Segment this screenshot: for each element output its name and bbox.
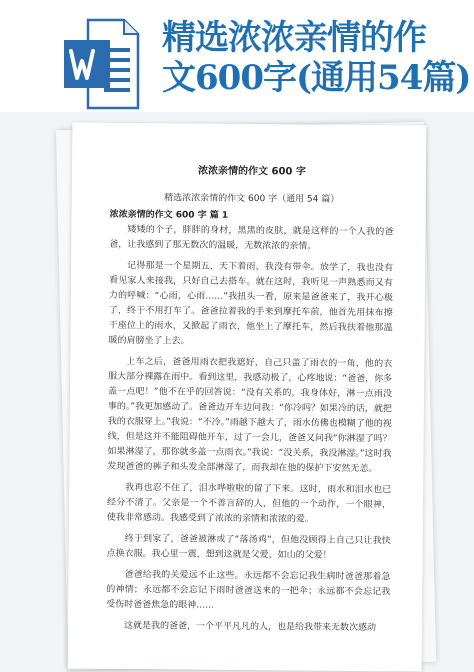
paragraph: 终于到家了，爸爸被淋成了“落汤鸡”，但他没顾得上自己只让我快点换衣服。我心里一震，想到这就是父爱，如山的父爱！ — [106, 533, 391, 561]
paragraph: 矮矮的个子，胖胖的身材，黑黑的皮肤，就是这样的一个人我的爸爸，让我感到了那无数次的温暖，无数浓浓的亲情。 — [109, 224, 394, 252]
paragraph: 这就是我的爸爸，一个平平凡凡的人，也是给我带来无数次感动 — [123, 620, 377, 634]
header-banner — [0, 0, 474, 112]
word-document-icon — [62, 18, 140, 110]
document-body — [106, 163, 394, 642]
paragraph: 上车之后，爸爸用雨衣把我遮好，自己只盖了雨衣的一角，他的衣服大部分裸露在雨中。看到这里，我感动极了，心疼地说：“爸爸，你多盖一点吧！”他不在乎的回答说：“没有关系的，我身体好，淋一点雨没事的。”我更加感动了。爸爸边开车边问我：“你冷吗？如果冷的话，就把我的衣服穿上。”我说：“不冷。”雨越下越大了，雨水仿佛也模糊了他的视线，但是这并不能阻碍他开车，过了一会儿，爸爸又问我“你淋湿了吗？如果淋湿了，那你就多盖一点雨衣。”我说：“没关系，我没淋湿。”这时我发现爸爸的裤子和头发全部淋湿了，而我却在他的保护下安然无恙。 — [107, 356, 393, 475]
paragraph: 我再也忍不住了，泪水哗啦啦的留了下来。这时，雨水和泪水也已经分不清了。父亲是一个不善言辞的人，但他的一个动作，一个眼神，使我非常感动。我感受到了浓浓的亲情和浓浓的爱。 — [106, 482, 392, 525]
title-line-1: 精选浓浓亲情的作 — [162, 18, 426, 58]
section-heading: 浓浓亲情的作文 600 字 篇 1 — [109, 209, 229, 221]
document-page — [68, 122, 427, 671]
paragraph: 爸爸给我的关爱远不止这些。永远都不会忘记我生病时爸爸那着急的神情；永远都不会忘记下雨时爸爸送来的一把伞；永远都不会忘记我受伤时爸爸焦急的眼神…… — [106, 569, 391, 611]
paragraph: 记得那是一个星期五，天下着雨，我没有带伞。放学了，我也没有看见家人来接我，只好自己去搭车。就在这时，我听见一声熟悉而又有力的呼喊：“心雨，心雨……”我扭头一看，原来是爸爸来了，我开心极了，终于不用打车了。爸爸拉着我的手来到摩托车前，他首先用抹布擦干座位上的雨水，又掀起了雨衣，他坐上了摩托车，然后我扶着他那温暖的肩膀坐了上去。 — [108, 260, 394, 347]
page-title — [162, 18, 471, 98]
title-line-2: 文600字(通用54篇) — [162, 58, 471, 98]
document-title: 浓浓亲情的作文 600 字 — [197, 165, 306, 178]
document-subtitle: 精选浓浓亲情的作文 600 字（通用 54 篇） — [164, 193, 340, 205]
